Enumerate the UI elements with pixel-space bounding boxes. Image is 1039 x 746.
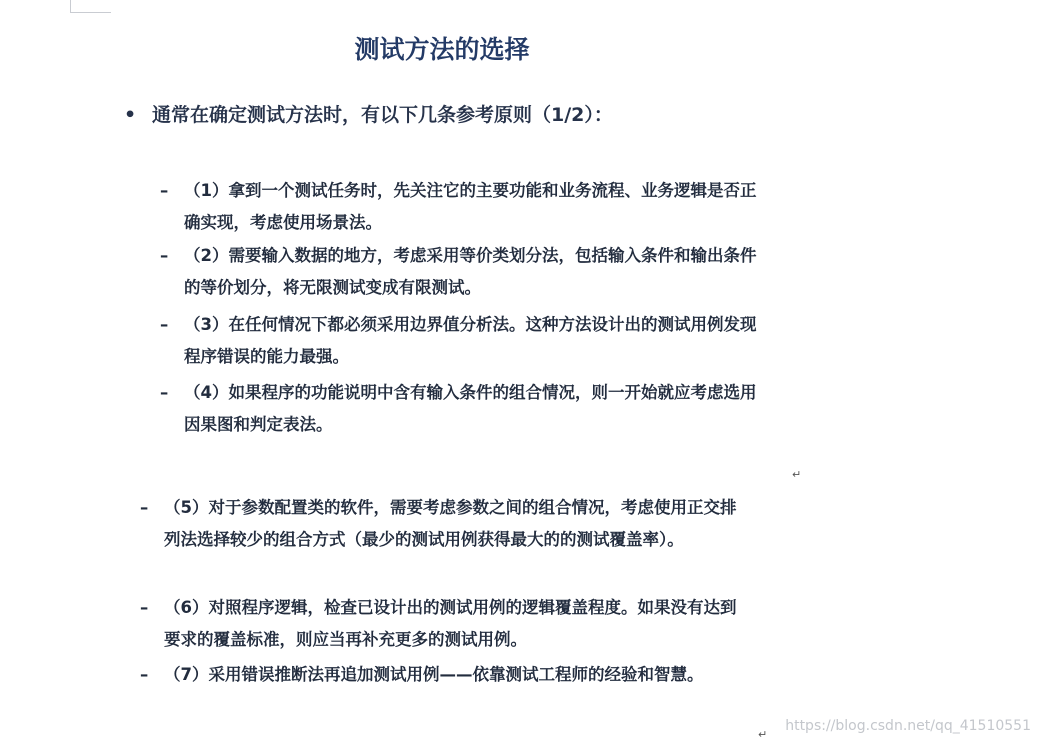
- list-item: [160, 175, 760, 239]
- list-item: [140, 659, 740, 691]
- paragraph-mark-icon: ↵: [758, 728, 768, 741]
- list-item: [140, 592, 740, 656]
- dash-marker: –: [160, 315, 169, 334]
- list-item-text: （7）采用错误推断法再追加测试用例——依靠测试工程师的经验和智慧。: [164, 665, 704, 684]
- dash-marker: –: [160, 181, 169, 200]
- paragraph-mark-icon: ↵: [792, 468, 802, 481]
- intro-line: [124, 100, 613, 127]
- watermark-text: https://blog.csdn.net/qq_41510551: [785, 718, 1031, 734]
- list-item-text: （1）拿到一个测试任务时，先关注它的主要功能和业务流程、业务逻辑是否正确实现，考虑使用场景法。: [184, 181, 757, 232]
- bullet-icon: •: [124, 104, 137, 126]
- page-title: 测试方法的选择: [354, 35, 530, 64]
- intro-text: 通常在确定测试方法时，有以下几条参考原则（1/2）：: [152, 104, 613, 126]
- list-item: [160, 309, 760, 373]
- dash-marker: –: [140, 598, 149, 617]
- dash-marker: –: [160, 383, 169, 402]
- list-item-text: （5）对于参数配置类的软件，需要考虑参数之间的组合情况，考虑使用正交排列法选择较少的组合方式（最少的测试用例获得最大的的测试覆盖率）。: [164, 498, 737, 549]
- list-item: [140, 492, 740, 556]
- list-item-text: （3）在任何情况下都必须采用边界值分析法。这种方法设计出的测试用例发现程序错误的能力最强。: [184, 315, 757, 366]
- list-item: [160, 377, 760, 441]
- list-item-text: （6）对照程序逻辑，检查已设计出的测试用例的逻辑覆盖程度。如果没有达到要求的覆盖标准，则应当再补充更多的测试用例。: [164, 598, 737, 649]
- list-item: [160, 240, 760, 304]
- list-item-text: （4）如果程序的功能说明中含有输入条件的组合情况，则一开始就应考虑选用因果图和判定表法。: [184, 383, 757, 434]
- dash-marker: –: [140, 498, 149, 517]
- dash-marker: –: [140, 665, 149, 684]
- list-item-text: （2）需要输入数据的地方，考虑采用等价类划分法，包括输入条件和输出条件的等价划分，将无限测试变成有限测试。: [184, 246, 757, 297]
- dash-marker: –: [160, 246, 169, 265]
- page-corner-mark: [70, 0, 111, 13]
